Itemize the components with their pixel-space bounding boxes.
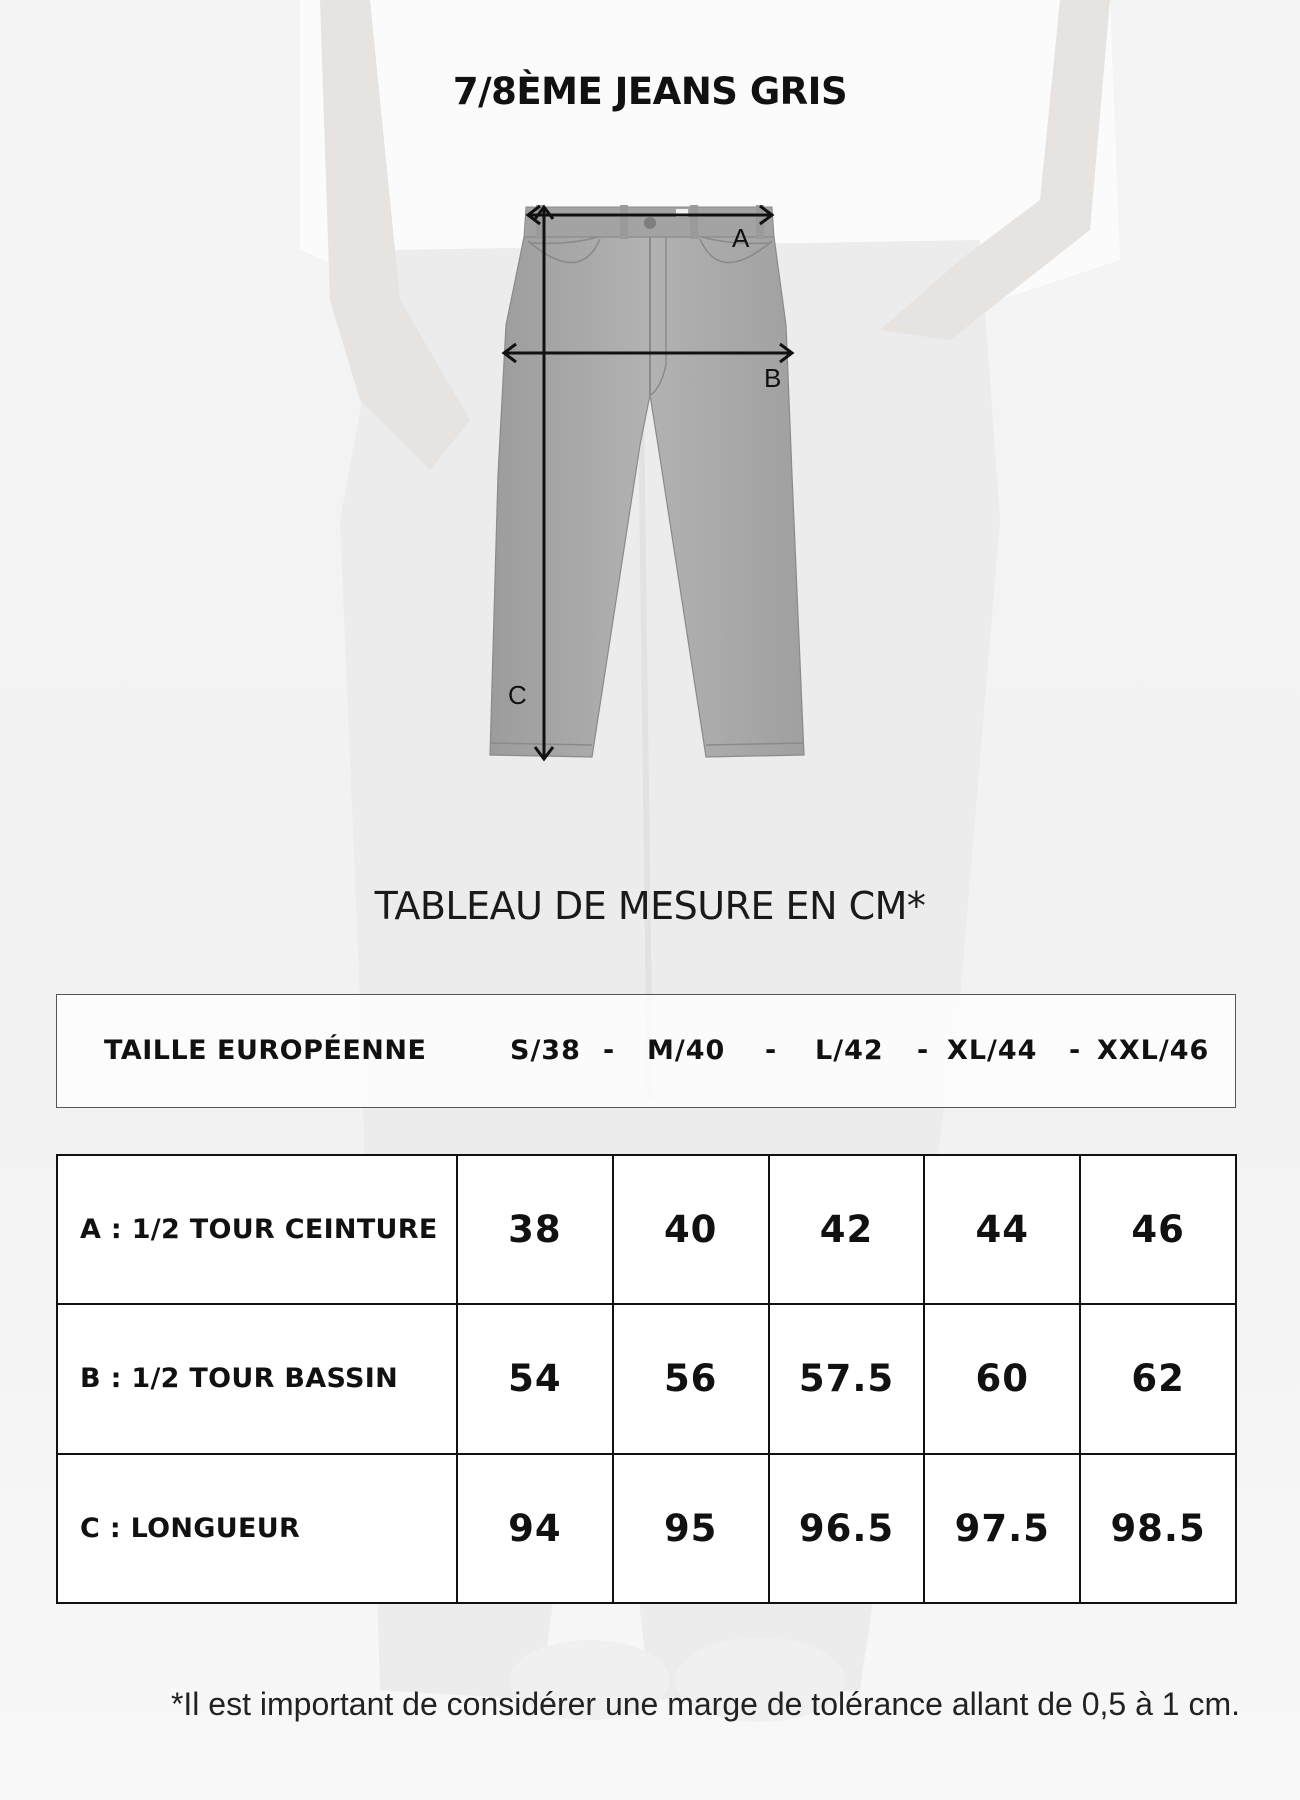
size-header-label: TAILLE EUROPÉENNE	[104, 1035, 427, 1066]
row-label-waist: A : 1/2 TOUR CEINTURE	[57, 1155, 457, 1304]
label-c: C	[508, 680, 527, 710]
table-cell: 98.5	[1080, 1454, 1236, 1603]
row-label-hip: B : 1/2 TOUR BASSIN	[57, 1304, 457, 1453]
page-title: 7/8ÈME JEANS GRIS	[452, 70, 848, 113]
table-cell: 97.5	[924, 1454, 1080, 1603]
table-cell: 57.5	[769, 1304, 925, 1453]
table-row	[57, 1304, 1236, 1453]
size-separator: -	[917, 1035, 929, 1066]
table-cell: 62	[1080, 1304, 1236, 1453]
table-cell: 95	[613, 1454, 769, 1603]
label-a: A	[732, 223, 750, 253]
table-cell: 94	[457, 1454, 613, 1603]
size-separator: -	[1069, 1035, 1081, 1066]
size-m: M/40	[647, 1035, 726, 1066]
table-cell: 96.5	[769, 1454, 925, 1603]
table-cell: 54	[457, 1304, 613, 1453]
table-cell: 42	[769, 1155, 925, 1304]
size-xxl: XXL/46	[1097, 1035, 1210, 1066]
size-xl: XL/44	[947, 1035, 1038, 1066]
measurement-table	[56, 1154, 1237, 1604]
tolerance-note: *Il est important de considérer une marge de tolérance allant de 0,5 à 1 cm.	[170, 1686, 1240, 1722]
jeans-diagram	[480, 195, 820, 775]
label-b: B	[764, 363, 782, 393]
table-cell: 56	[613, 1304, 769, 1453]
size-s: S/38	[510, 1035, 581, 1066]
row-label-length: C : LONGUEUR	[57, 1454, 457, 1603]
table-row	[57, 1454, 1236, 1603]
table-cell: 40	[613, 1155, 769, 1304]
table-cell: 46	[1080, 1155, 1236, 1304]
size-separator: -	[765, 1035, 777, 1066]
jeans-shape	[490, 205, 804, 757]
size-l: L/42	[815, 1035, 884, 1066]
size-header-box	[56, 994, 1236, 1108]
table-cell: 60	[924, 1304, 1080, 1453]
table-subtitle: TABLEAU DE MESURE EN CM*	[374, 884, 926, 928]
table-row	[57, 1155, 1236, 1304]
table-cell: 44	[924, 1155, 1080, 1304]
table-cell: 38	[457, 1155, 613, 1304]
size-separator: -	[603, 1035, 615, 1066]
